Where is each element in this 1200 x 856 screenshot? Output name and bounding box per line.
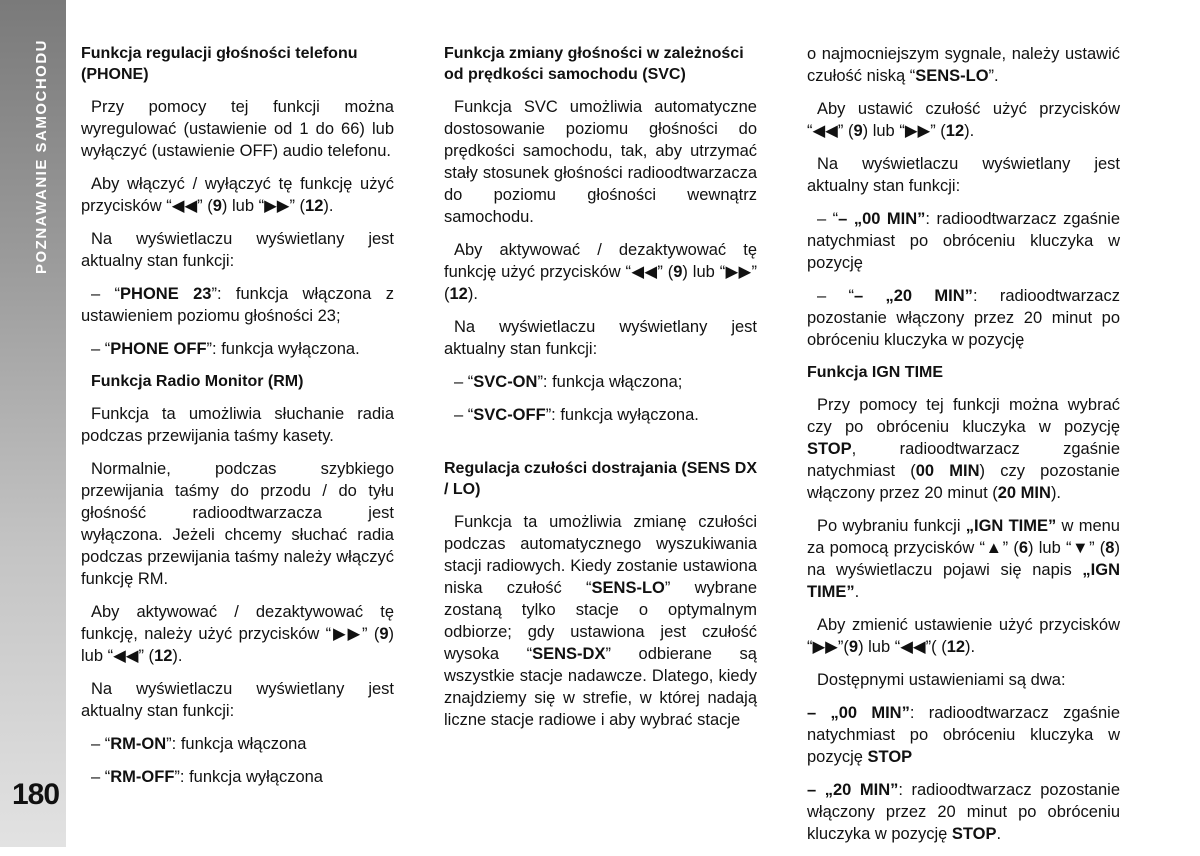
display-state: 00 MIN — [915, 462, 980, 480]
paragraph — [807, 515, 1120, 603]
display-state: SVC-ON — [473, 373, 538, 391]
text: ). — [467, 285, 478, 303]
text: : radioodtwarzacz zgaśnie natychmiast po obróceniu kluczyka w pozycję — [807, 704, 1120, 766]
list-item — [81, 733, 394, 755]
text: : radioodtwarzacz pozostanie włączony przez 20 minut po obróceniu kluczyka w pozycję — [807, 781, 1120, 843]
text: . — [854, 583, 860, 601]
heading-sens: Regulacja czułości dostrajania (SENS DX / LO) — [444, 460, 757, 498]
text: ) na wyświetlaczu pojawi się napis — [807, 539, 1120, 579]
column-1 — [81, 43, 394, 799]
text: ) czy pozostanie włączony przez 20 minut ( — [807, 462, 1120, 502]
text: ” odbierane są wszystkie stacje nadawcze. Dlatego, kiedy znajdziemy się w strefie, w której nadają liczne stacje radiowe i aby wybrać stacje — [444, 645, 757, 729]
text: ). — [965, 638, 976, 656]
text: ) lub “◀◀” ( — [81, 625, 394, 665]
display-state: SENS-LO — [591, 579, 665, 597]
text: ”: funkcja wyłączona. — [545, 406, 699, 424]
display-state: „IGN TIME” — [965, 517, 1057, 535]
button-number: 12 — [946, 638, 966, 656]
display-state: 20 MIN — [997, 484, 1051, 502]
paragraph: Funkcja ta umożliwia słuchanie radia podczas przewijania taśmy kasety. — [81, 405, 394, 445]
button-number: 12 — [945, 122, 965, 140]
text: ” wybrane zostaną tylko stacje o optymalnym odbiorze; gdy ustawiona jest czułość wysoka “ — [444, 579, 758, 663]
text: Aby aktywować / dezaktywować tę funkcję użyć przycisków “◀◀” ( — [444, 241, 757, 281]
button-number: 9 — [379, 625, 389, 643]
text: Aby włączyć / wyłączyć tę funkcję użyć przycisków “◀◀” ( — [81, 175, 394, 215]
display-state: SVC-OFF — [473, 406, 546, 424]
text: – “ — [91, 285, 121, 303]
text: ”. — [988, 67, 999, 85]
display-state: – „20 MIN” — [807, 781, 899, 799]
heading-radio-monitor: Funkcja Radio Monitor (RM) — [91, 373, 304, 390]
list-item — [807, 779, 1120, 845]
display-state: RM-ON — [110, 735, 167, 753]
text: o najmocniejszym sygnale, należy ustawić czułość niską “ — [807, 45, 1120, 85]
button-number: 12 — [449, 285, 468, 303]
paragraph: Na wyświetlaczu wyświetlany jest aktualny stan funkcji: — [81, 230, 394, 270]
heading-ign-time: Funkcja IGN TIME — [807, 364, 944, 381]
list-item — [81, 766, 394, 788]
text: ) lub “▶▶” ( — [444, 263, 757, 303]
list-item — [81, 283, 394, 327]
button-number: 9 — [853, 122, 863, 140]
text: , radioodtwarzacz zgaśnie natychmiast ( — [807, 440, 1120, 480]
text: ) lub “▶▶” ( — [221, 197, 306, 215]
text: ). — [964, 122, 975, 140]
list-item — [444, 371, 757, 393]
button-number: 9 — [212, 197, 222, 215]
paragraph — [81, 173, 394, 217]
text: Przy pomocy tej funkcji można wybrać czy po obróceniu kluczyka w pozycję — [807, 396, 1120, 436]
text: ) lub “◀◀”( ( — [858, 638, 947, 656]
list-item — [81, 338, 394, 360]
list-item — [807, 208, 1120, 274]
text: : radioodtwarzacz pozostanie włączony przez 20 minut po obróceniu kluczyka w pozycję — [807, 287, 1120, 349]
list-item — [444, 404, 757, 426]
text: ). — [323, 197, 334, 215]
paragraph — [807, 394, 1120, 504]
text: – “ — [91, 768, 111, 786]
button-number: 9 — [848, 638, 859, 656]
text: – “ — [817, 287, 854, 305]
button-number: 8 — [1105, 539, 1115, 557]
paragraph — [807, 43, 1120, 87]
text: w menu za pomocą przycisków “▲” ( — [807, 517, 1120, 557]
text: – “ — [454, 406, 474, 424]
paragraph: Na wyświetlaczu wyświetlany jest aktualny stan funkcji: — [81, 680, 394, 720]
text: . — [996, 825, 1002, 843]
section-title: POZNAWANIE SAMOCHODU — [33, 39, 50, 275]
text: Aby zmienić ustawienie użyć przycisków “▶▶”( — [807, 616, 1120, 656]
text: ”: funkcja włączona — [166, 735, 307, 753]
text: – “ — [91, 735, 111, 753]
text: ). — [172, 647, 183, 665]
paragraph: Na wyświetlaczu wyświetlany jest aktualny stan funkcji: — [444, 318, 757, 358]
display-state: PHONE OFF — [110, 340, 207, 358]
text: ) lub “▼” ( — [1028, 539, 1106, 557]
display-state: – „20 MIN” — [854, 287, 973, 305]
paragraph — [444, 239, 757, 305]
text: Funkcja ta umożliwia zmianę czułości podczas automatycznego wyszukiwania stacji radiowych. Kiedy zostanie ustawiona niska czułość “ — [444, 513, 757, 597]
display-state: – „00 MIN” — [807, 704, 910, 722]
page-number: 180 — [12, 778, 60, 811]
heading-svc: Funkcja zmiany głośności w zależności od prędkości samochodu (SVC) — [444, 45, 744, 83]
text: Aby ustawić czułość użyć przycisków “◀◀” ( — [807, 100, 1120, 140]
paragraph: Na wyświetlaczu wyświetlany jest aktualny stan funkcji: — [807, 155, 1120, 195]
column-2 — [444, 43, 757, 742]
button-number: 6 — [1018, 539, 1028, 557]
text: – “ — [91, 340, 111, 358]
text: Po wybraniu funkcji — [817, 517, 966, 535]
text: – “ — [817, 210, 839, 228]
button-number: 12 — [305, 197, 324, 215]
list-item — [807, 702, 1120, 768]
display-state: RM-OFF — [110, 768, 175, 786]
paragraph: Normalnie, podczas szybkiego przewijania taśmy do przodu / do tyłu głośność radioodtwarzacza jest wyłączona. Jeżeli chcemy słuchać radia podczas przewijania taśmy należy włączyć funkcję RM. — [81, 460, 394, 588]
column-3 — [807, 43, 1120, 856]
text: ”: funkcja wyłączona — [174, 768, 323, 786]
display-state: „IGN TIME” — [807, 561, 1120, 601]
heading-phone: Funkcja regulacji głośności telefonu (PHONE) — [81, 45, 358, 83]
button-number: 9 — [673, 263, 683, 281]
paragraph: Dostępnymi ustawieniami są dwa: — [817, 671, 1066, 689]
text: ”: funkcja wyłączona. — [206, 340, 360, 358]
paragraph — [807, 98, 1120, 142]
list-item — [807, 285, 1120, 351]
text: ”: funkcja włączona z ustawieniem poziomu głośności 23; — [81, 285, 394, 325]
key-position: STOP — [807, 440, 852, 458]
display-state: SENS-LO — [915, 67, 989, 85]
paragraph — [81, 601, 394, 667]
paragraph — [807, 614, 1120, 658]
text: ) lub “▶▶” ( — [862, 122, 946, 140]
paragraph — [444, 511, 757, 731]
text: – “ — [454, 373, 474, 391]
button-number: 12 — [154, 647, 173, 665]
text: Aby aktywować / dezaktywować tę funkcję, należy użyć przycisków “▶▶” ( — [81, 603, 394, 643]
section-sidebar — [0, 0, 66, 847]
key-position: STOP — [951, 825, 997, 843]
display-state: PHONE 23 — [120, 285, 212, 303]
paragraph: Funkcja SVC umożliwia automatyczne dostosowanie poziomu głośności do prędkości samochodu, tak, aby utrzymać stały stosunek głośności radioodtwarzacza do poziomu głośności wewnątrz samochodu. — [444, 98, 757, 226]
text: : radioodtwarzacz zgaśnie natychmiast po obróceniu kluczyka w pozycję — [807, 210, 1120, 272]
key-position: STOP — [867, 748, 913, 766]
text: ). — [1050, 484, 1062, 502]
text: ”: funkcja włączona; — [537, 373, 683, 391]
display-state: – „00 MIN” — [838, 210, 926, 228]
display-state: SENS-DX — [532, 645, 606, 663]
paragraph: Przy pomocy tej funkcji można wyregulować (ustawienie od 1 do 66) lub wyłączyć (ustawienie OFF) audio telefonu. — [81, 98, 394, 160]
